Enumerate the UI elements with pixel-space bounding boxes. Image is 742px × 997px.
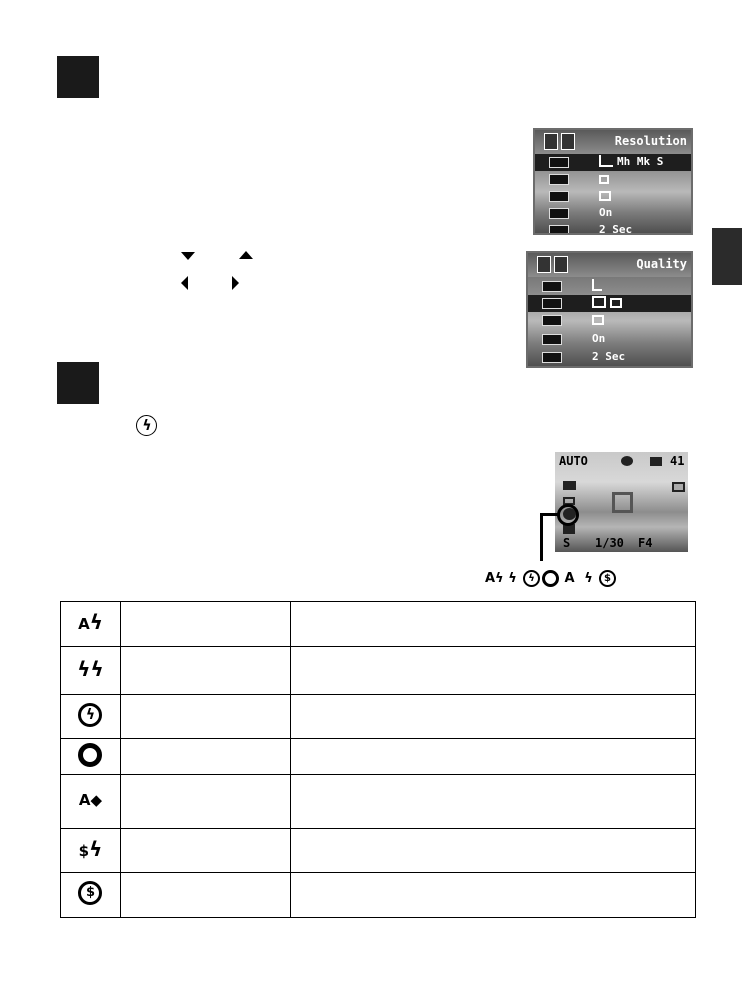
- mode-description-cell: [291, 829, 696, 873]
- red-eye-auto-flash-icon: ϟϟ: [77, 656, 104, 681]
- resolution-option-mh: Mh: [617, 155, 631, 168]
- shots-remaining: 41: [670, 454, 685, 468]
- auto-flash-icon: Aϟ: [78, 610, 103, 634]
- right-arrow-icon: [232, 276, 239, 290]
- lcd-quality-menu: [526, 251, 693, 368]
- flash-off-icon: [75, 741, 107, 769]
- table-row: [61, 775, 696, 829]
- macro-icon: [621, 456, 633, 466]
- mode-name-cell: [121, 695, 291, 739]
- slow-sync-flash-icon: $ϟ: [78, 836, 103, 861]
- resolution-option-mk: Mk: [636, 155, 651, 168]
- timer-value: 2 Sec: [599, 223, 633, 235]
- menu-title: Quality: [636, 257, 687, 271]
- mode-description-cell: [291, 602, 696, 647]
- focus-frame: [612, 492, 633, 513]
- menu-row-review[interactable]: [528, 331, 691, 348]
- quality-value-icon: [599, 175, 609, 184]
- flash-mode-icon-strip: [485, 570, 616, 590]
- menu-row-drive[interactable]: [528, 312, 691, 329]
- table-row: [61, 695, 696, 739]
- callout-line: [540, 513, 543, 561]
- camera-tab-icon: [537, 256, 551, 273]
- table-row: [61, 873, 696, 918]
- menu-row-resolution[interactable]: [528, 278, 691, 295]
- mode-name-cell: [121, 602, 291, 647]
- auto-red-eye-icon: A◆: [78, 790, 103, 809]
- slow-sync-flash-icon: ϟ: [584, 571, 593, 586]
- single-shot-icon: [599, 191, 611, 201]
- memory-card-icon: [672, 482, 685, 492]
- resolution-option-s: S: [656, 155, 664, 168]
- resolution-icon: [549, 157, 569, 168]
- menu-row-quality[interactable]: [528, 295, 691, 312]
- mode-description-cell: [291, 775, 696, 829]
- review-value: On: [599, 206, 613, 219]
- quality-fine-icon: [592, 296, 606, 308]
- menu-row-timer[interactable]: [535, 222, 691, 235]
- table-row: [61, 602, 696, 647]
- step-1-marker: [57, 56, 99, 98]
- flash-button-icon: ϟ: [134, 414, 160, 438]
- drive-mode-icon: [549, 191, 569, 202]
- single-shot-icon: [592, 315, 604, 325]
- mode-name-cell: [121, 739, 291, 775]
- red-eye-auto-flash-icon: ϟ: [508, 571, 517, 586]
- mode-name-cell: [121, 873, 291, 918]
- mode-name-cell: [121, 647, 291, 695]
- review-value: On: [592, 332, 606, 345]
- shutter-label: S: [563, 536, 571, 550]
- aperture-value: F4: [638, 536, 653, 550]
- mode-name-cell: [121, 775, 291, 829]
- eye-icon: [542, 352, 562, 363]
- slow-sync-red-eye-icon: $: [599, 570, 616, 587]
- drive-mode-icon: [542, 315, 562, 326]
- menu-row-resolution[interactable]: [535, 154, 691, 171]
- down-arrow-icon: [181, 252, 195, 260]
- left-arrow-icon: [181, 276, 188, 290]
- table-row: [61, 739, 696, 775]
- review-icon: [549, 208, 569, 219]
- shooting-mode-label: AUTO: [559, 454, 588, 468]
- eye-icon: [549, 225, 569, 235]
- auto-red-eye-icon: A: [564, 571, 575, 586]
- forced-flash-icon: ϟ: [75, 701, 107, 729]
- step-2-marker: [57, 362, 99, 404]
- quality-icon: [549, 174, 569, 185]
- menu-row-review[interactable]: [535, 205, 691, 222]
- mode-description-cell: [291, 739, 696, 775]
- menu-title: Resolution: [614, 134, 687, 148]
- resolution-large-icon: [592, 279, 602, 291]
- image-size-icon: [650, 457, 662, 466]
- mode-name-cell: [121, 829, 291, 873]
- flash-modes-table: [60, 601, 696, 918]
- table-row: [61, 647, 696, 695]
- auto-flash-icon: Aϟ: [485, 571, 504, 586]
- menu-row-timer[interactable]: [528, 349, 691, 366]
- white-balance-icon: [563, 481, 576, 490]
- timer-value: 2 Sec: [592, 350, 626, 363]
- up-arrow-icon: [239, 251, 253, 259]
- chapter-tab: [712, 228, 742, 285]
- quality-icon: [542, 298, 562, 309]
- menu-row-quality[interactable]: [535, 171, 691, 188]
- resolution-icon: [542, 281, 562, 292]
- flash-indicator-callout: [557, 504, 579, 526]
- slow-sync-red-eye-icon: $: [75, 879, 107, 907]
- resolution-large-icon: [599, 155, 613, 167]
- camera-tab-icon: [544, 133, 558, 150]
- settings-tab-icon: [554, 256, 568, 273]
- shutter-speed: 1/30: [595, 536, 624, 550]
- table-row: [61, 829, 696, 873]
- lcd-preview: [555, 452, 688, 552]
- menu-row-drive[interactable]: [535, 188, 691, 205]
- mode-description-cell: [291, 873, 696, 918]
- flash-off-icon: [542, 570, 559, 587]
- quality-normal-icon: [610, 298, 622, 308]
- review-icon: [542, 334, 562, 345]
- forced-flash-icon: ϟ: [523, 570, 540, 587]
- lcd-resolution-menu: [533, 128, 693, 235]
- mode-description-cell: [291, 695, 696, 739]
- settings-tab-icon: [561, 133, 575, 150]
- mode-description-cell: [291, 647, 696, 695]
